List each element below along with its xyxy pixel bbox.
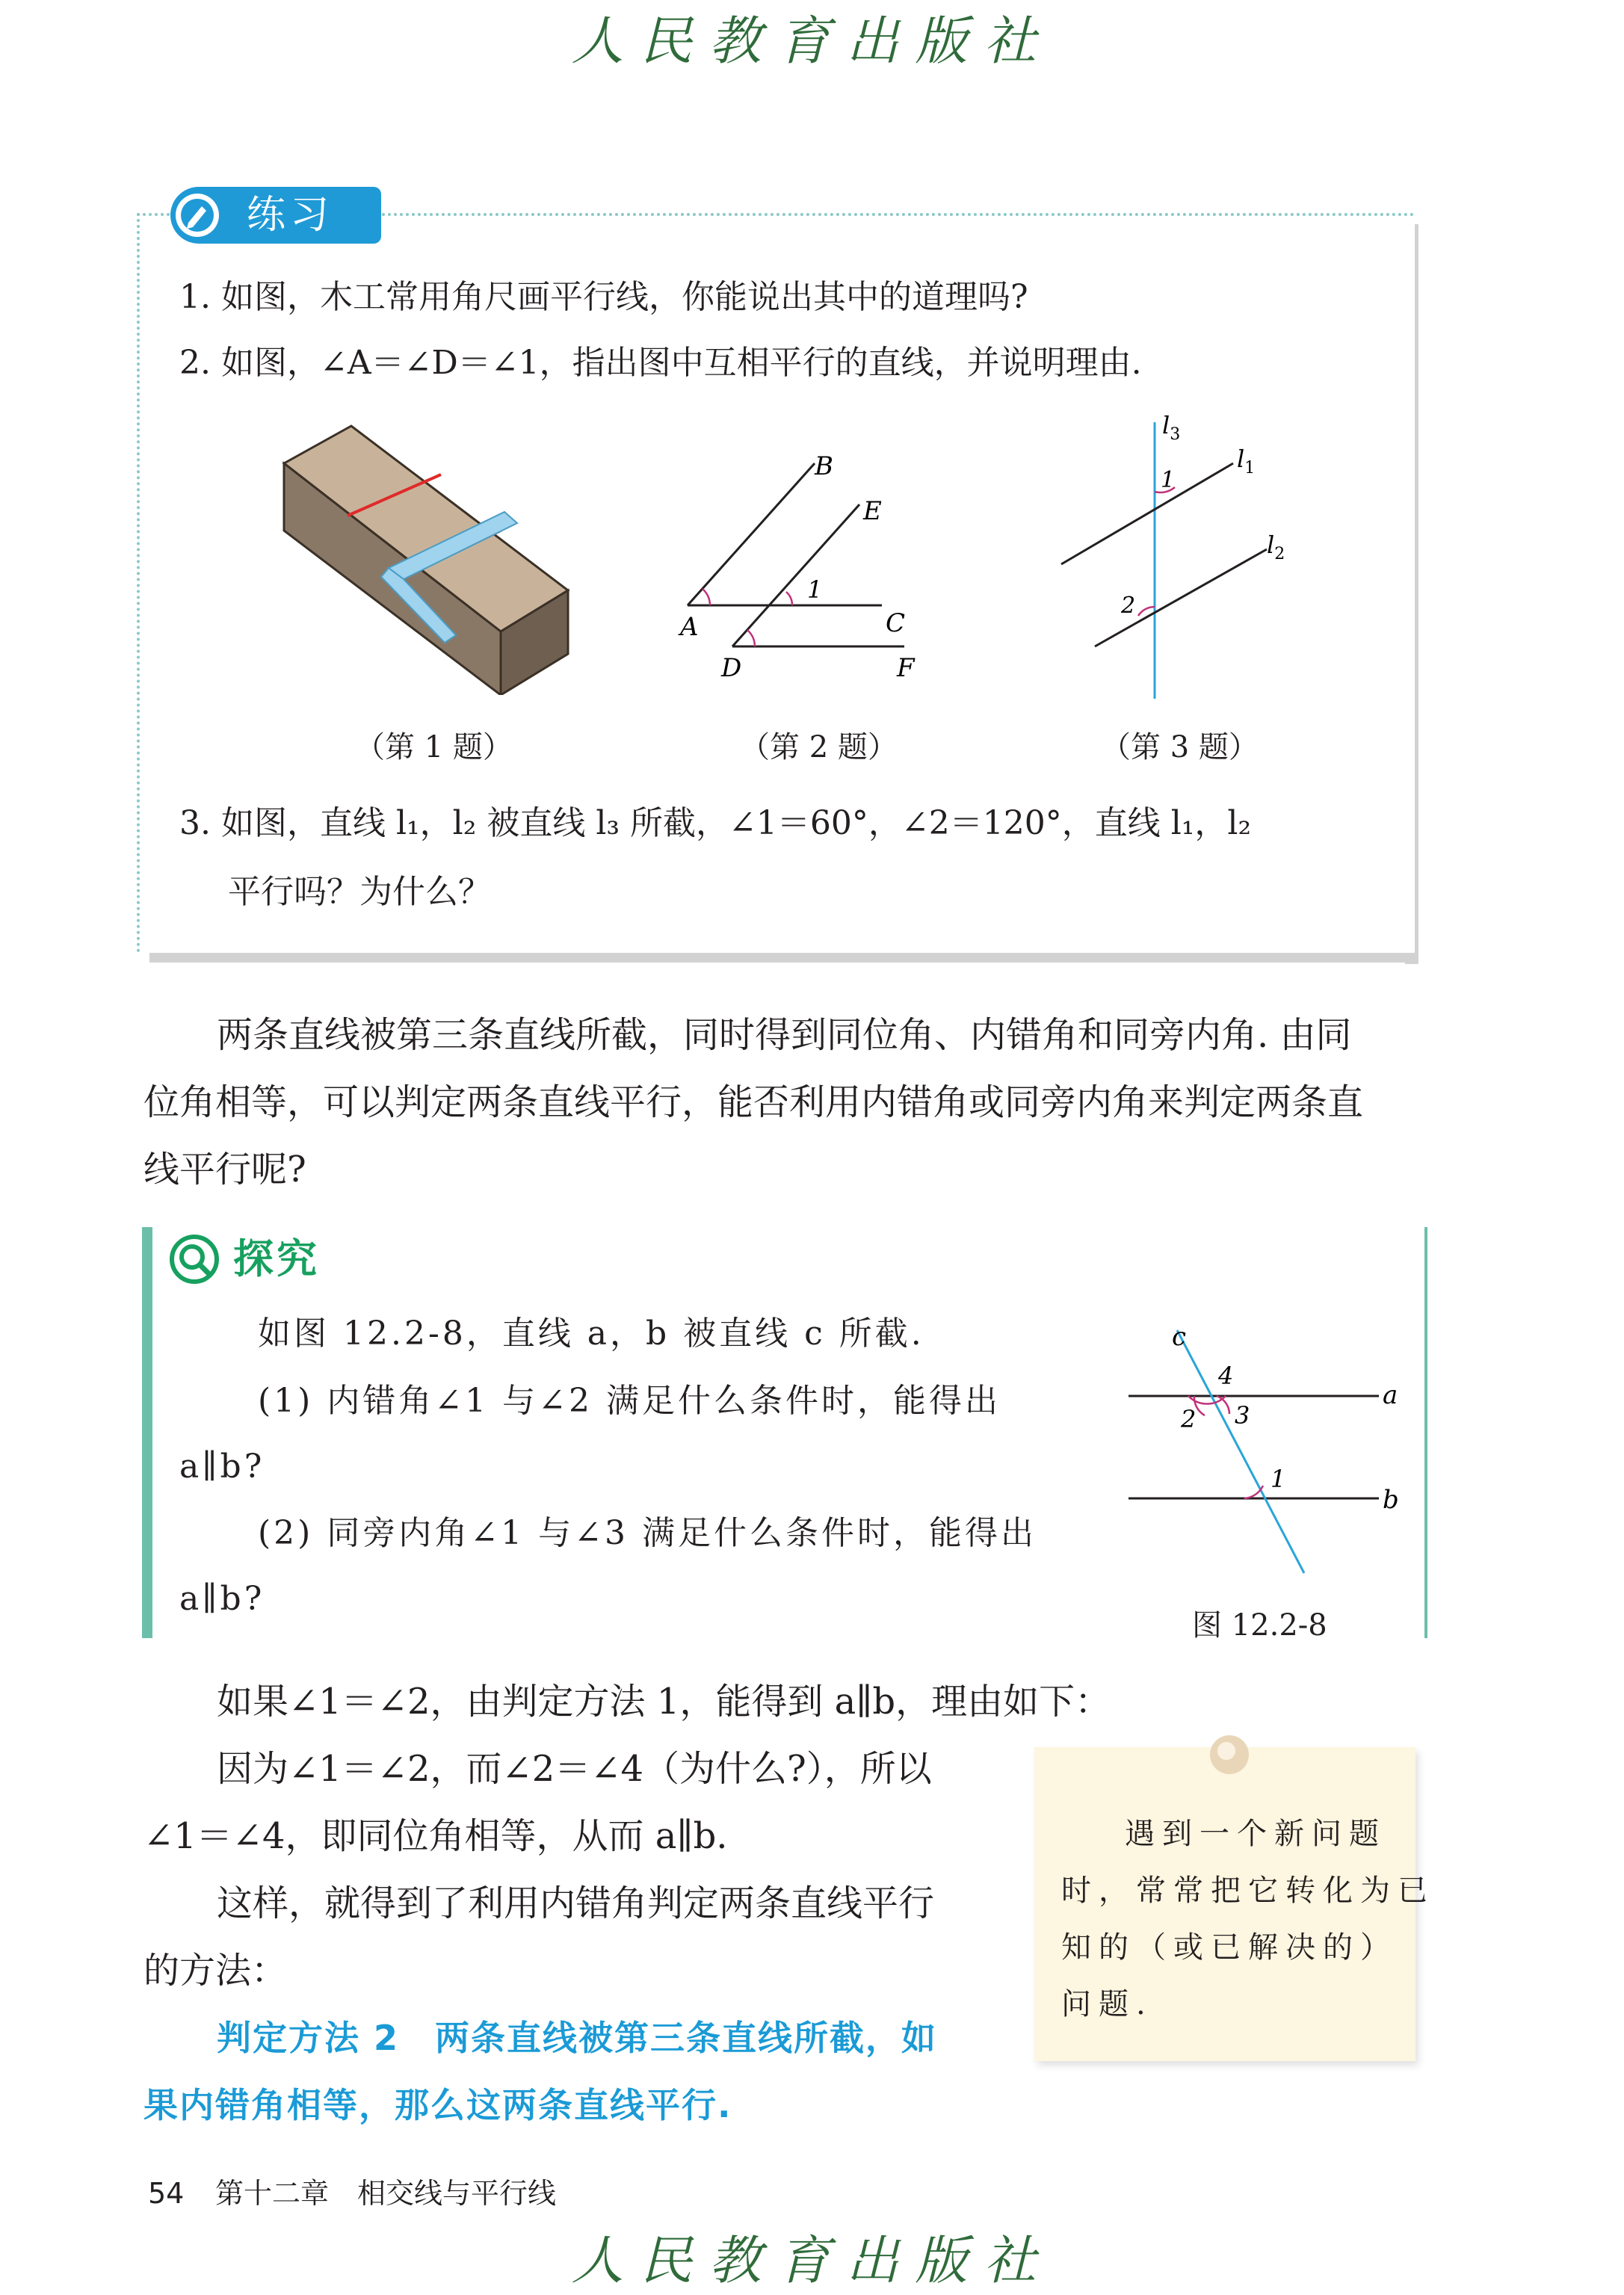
reasoning-line-5: 的方法： (143, 1950, 288, 1992)
explore-title: 探究 (233, 1235, 320, 1282)
figure-12-2-8 (1121, 1315, 1405, 1577)
label-angle-2: 2 (1121, 593, 1136, 619)
reasoning-line-4: 这样，就得到了利用内错角判定两条直线平行 (217, 1882, 935, 1924)
label-D: D (721, 653, 742, 683)
intro-line-3: 线平行呢? (143, 1149, 306, 1190)
practice-question-3-line1: 3. 如图，直线 l₁，l₂ 被直线 l₃ 所截，∠1＝60°，∠2＝120°，直线 l₁，l₂ (179, 804, 1252, 842)
magnifier-icon (168, 1233, 220, 1285)
reasoning-line-1: 如果∠1＝∠2，由判定方法 1，能得到 a∥b，理由如下： (217, 1681, 1111, 1723)
practice-title: 练习 (247, 193, 334, 238)
label-angle-2: 2 (1181, 1405, 1197, 1433)
method-2-line-1: 判定方法 2 两条直线被第三条直线所截，如 (217, 2018, 938, 2058)
label-l1: $l_1$ (1237, 445, 1256, 478)
caption-q3: （第 3 题） (1101, 730, 1259, 765)
label-a: a (1383, 1380, 1398, 1410)
label-F: F (897, 653, 915, 683)
label-l3: $l_3$ (1162, 411, 1181, 444)
explore-line-5: a∥b? (179, 1580, 265, 1618)
label-b: b (1383, 1485, 1399, 1515)
label-angle-3: 3 (1235, 1401, 1250, 1430)
pin-icon (1207, 1732, 1252, 1777)
page-number: 54 (148, 2177, 185, 2210)
figure-12-2-8-caption: 图 12.2-8 (1192, 1608, 1327, 1643)
reasoning-line-2: 因为∠1＝∠2，而∠2＝∠4（为什么?），所以 (217, 1748, 932, 1790)
label-B: B (815, 456, 833, 481)
label-C: C (886, 608, 906, 638)
note-line-4: 问题. (1061, 1987, 1153, 2021)
label-angle-1: 1 (1271, 1465, 1286, 1493)
figure-3-lines (1046, 411, 1300, 702)
label-angle-1: 1 (1161, 467, 1176, 493)
method-2-line-2: 果内错角相等，那么这两条直线平行. (143, 2085, 732, 2125)
practice-question-2: 2. 如图，∠A＝∠D＝∠1，指出图中互相平行的直线，并说明理由. (179, 344, 1142, 382)
label-angle-1: 1 (807, 575, 823, 604)
figure-2-lines (658, 456, 972, 695)
explore-line-4: (2) 同旁内角∠1 与∠3 满足什么条件时，能得出 (258, 1514, 1037, 1552)
label-c: c (1172, 1322, 1187, 1352)
label-E: E (863, 496, 882, 526)
publisher-header: 人民教育出版社 (571, 10, 1053, 72)
caption-q2: （第 2 题） (740, 730, 898, 765)
pencil-icon (173, 191, 221, 239)
explore-line-2: (1) 内错角∠1 与∠2 满足什么条件时，能得出 (258, 1382, 1001, 1420)
label-angle-4: 4 (1218, 1362, 1234, 1390)
explore-line-3: a∥b? (179, 1448, 265, 1486)
note-line-1: 遇到一个新问题 (1125, 1817, 1386, 1851)
intro-line-2: 位角相等，可以判定两条直线平行，能否利用内错角或同旁内角来判定两条直 (143, 1081, 1364, 1123)
caption-q1: （第 1 题） (355, 730, 513, 765)
reasoning-line-3: ∠1＝∠4，即同位角相等，从而 a∥b. (143, 1815, 728, 1857)
publisher-footer: 人民教育出版社 (571, 2230, 1053, 2291)
note-line-3: 知的（或已解决的） (1061, 1930, 1398, 1965)
practice-question-1: 1. 如图，木工常用角尺画平行线，你能说出其中的道理吗? (179, 278, 1028, 316)
label-l2: $l_2$ (1267, 531, 1285, 563)
note-line-2: 时，常常把它转化为已 (1061, 1874, 1435, 1908)
practice-question-3-line2: 平行吗？为什么？ (228, 873, 491, 911)
intro-line-1: 两条直线被第三条直线所截，同时得到同位角、内错角和同旁内角. 由同 (217, 1014, 1352, 1056)
explore-line-1: 如图 12.2-8，直线 a，b 被直线 c 所截. (258, 1315, 924, 1353)
label-A: A (680, 612, 699, 642)
chapter-title: 第十二章 相交线与平行线 (215, 2177, 557, 2210)
figure-1-block (277, 418, 575, 695)
